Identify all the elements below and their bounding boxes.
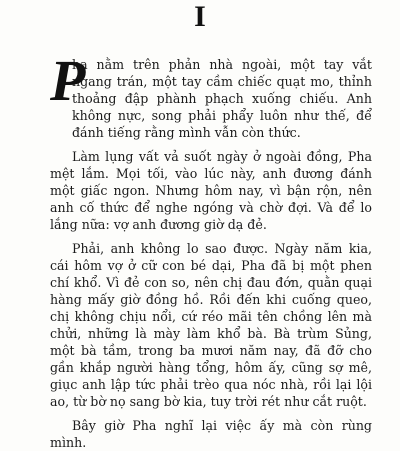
drop-cap: P <box>50 48 86 113</box>
paragraph-4: Bây giờ Pha nghĩ lại việc ấy mà còn rùng mình. <box>50 418 372 450</box>
paragraph-2: Làm lụng vất vả suốt ngày ở ngoài đồng, Pha mệt lắm. Mọi tối, vào lúc này, anh đương đánh một giấc ngon. Nhưng hôm nay, vì bận rộn, nên anh cố thức để nghe ngóng và chờ đợi. Và để lo lắng nữa: vợ anh đương giờ dạ đẻ. <box>50 149 372 232</box>
chapter-body <box>50 48 372 451</box>
paragraph-3: Phải, anh không lo sao được. Ngày năm kia, cái hôm vợ ở cữ con bé dại, Pha đã bị một phen chí khổ. Vì đẻ con so, nên chị đau đớn, quằn quại hàng mấy giờ đồng hồ. Rồi đến khi cuống queo, chị không chịu nổi, cứ réo mãi tên chồng lên mà chửi, những là mày làm khổ bà. Bà trùm Sủng, một bà tầm, trong ba mươi năm nay, đã đỡ cho gần khắp người hàng tổng, hôm ấy, cũng sợ mê, giục anh lập tức phải trèo qua nóc nhà, rồi lại lội ao, từ bờ nọ sang bờ kia, tuy trời rét như cắt ruột. <box>50 241 372 409</box>
chapter-number: I <box>194 0 206 33</box>
paragraph-1: ha nằm trên phản nhà ngoài, một tay vắt ngang trán, một tay cầm chiếc quạt mo, thỉnh thoảng đập phành phạch xuống chiếu. Anh không nực, song phải phẩy luôn như thế, để đánh tiếng rằng mình vẫn còn thức. <box>72 57 372 140</box>
